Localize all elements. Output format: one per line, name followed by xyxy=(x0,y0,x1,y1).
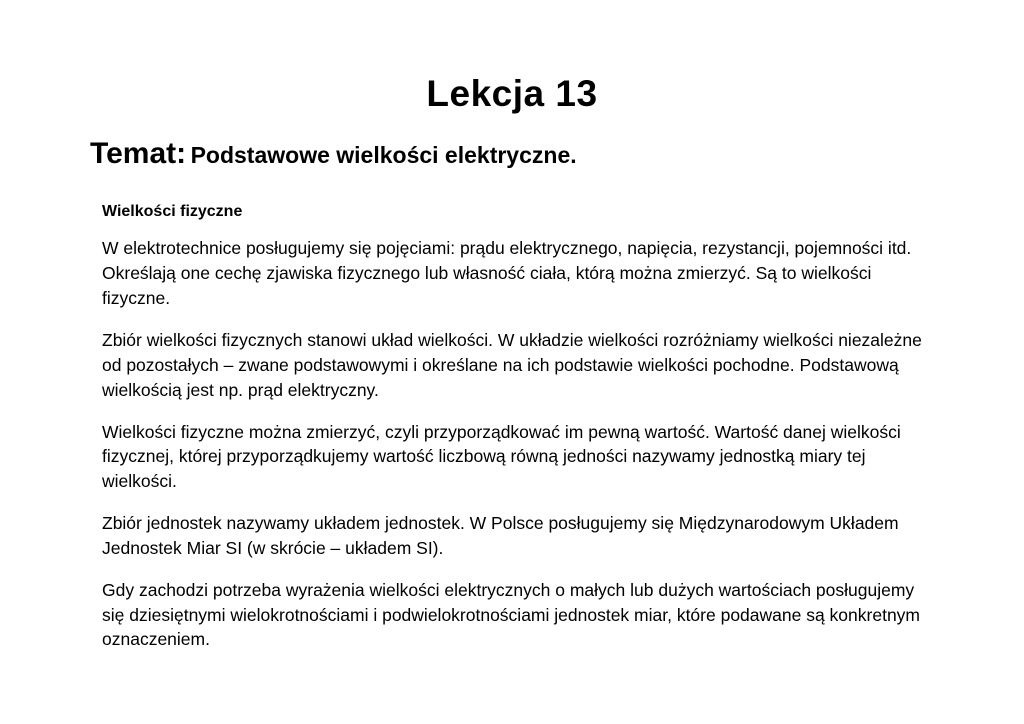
paragraph: Zbiór wielkości fizycznych stanowi układ wielkości. W układzie wielkości rozróżniamy wielkości niezależne od pozostałych – zwane podstawowymi i określane na ich podstawie wielkości pochodne. Podstawową wielkością jest np. prąd elektryczny. xyxy=(102,330,922,400)
paragraph: W elektrotechnice posługujemy się pojęciami: prądu elektrycznego, napięcia, rezystancji, pojemności itd. Określają one cechę zjawiska fizycznego lub własność ciała, którą można zmierzyć. Są to wielkości fizyczne. xyxy=(102,238,912,309)
subject-line xyxy=(0,115,1024,170)
subject-text: Podstawowe wielkości elektryczne. xyxy=(190,141,577,168)
paragraph: Gdy zachodzi potrzeba wyrażenia wielkości elektrycznych o małych lub dużych wartościach posługujemy się dziesiętnymi wielokrotnościami i podwielokrotnościami jednostek miar, które podawane są konkretnym oznaczeniem. xyxy=(102,579,921,650)
paragraph: Zbiór jednostek nazywamy układem jednostek. W Polsce posługujemy się Międzynarodowym Układem Jednostek Miar SI (w skrócie – układem SI). xyxy=(102,513,899,558)
page-title: Lekcja 13 xyxy=(426,73,598,114)
paragraph: Wielkości fizyczne można zmierzyć, czyli przyporządkować im pewną wartość. Wartość danej wielkości fizycznej, której przyporządkujemy wartość liczbową równą jedności nazywamy jednostką miary tej wielkości. xyxy=(102,421,901,492)
subject-label: Temat: xyxy=(90,136,187,170)
section-heading: Wielkości fizyczne xyxy=(102,202,243,220)
body-content xyxy=(0,170,1024,653)
